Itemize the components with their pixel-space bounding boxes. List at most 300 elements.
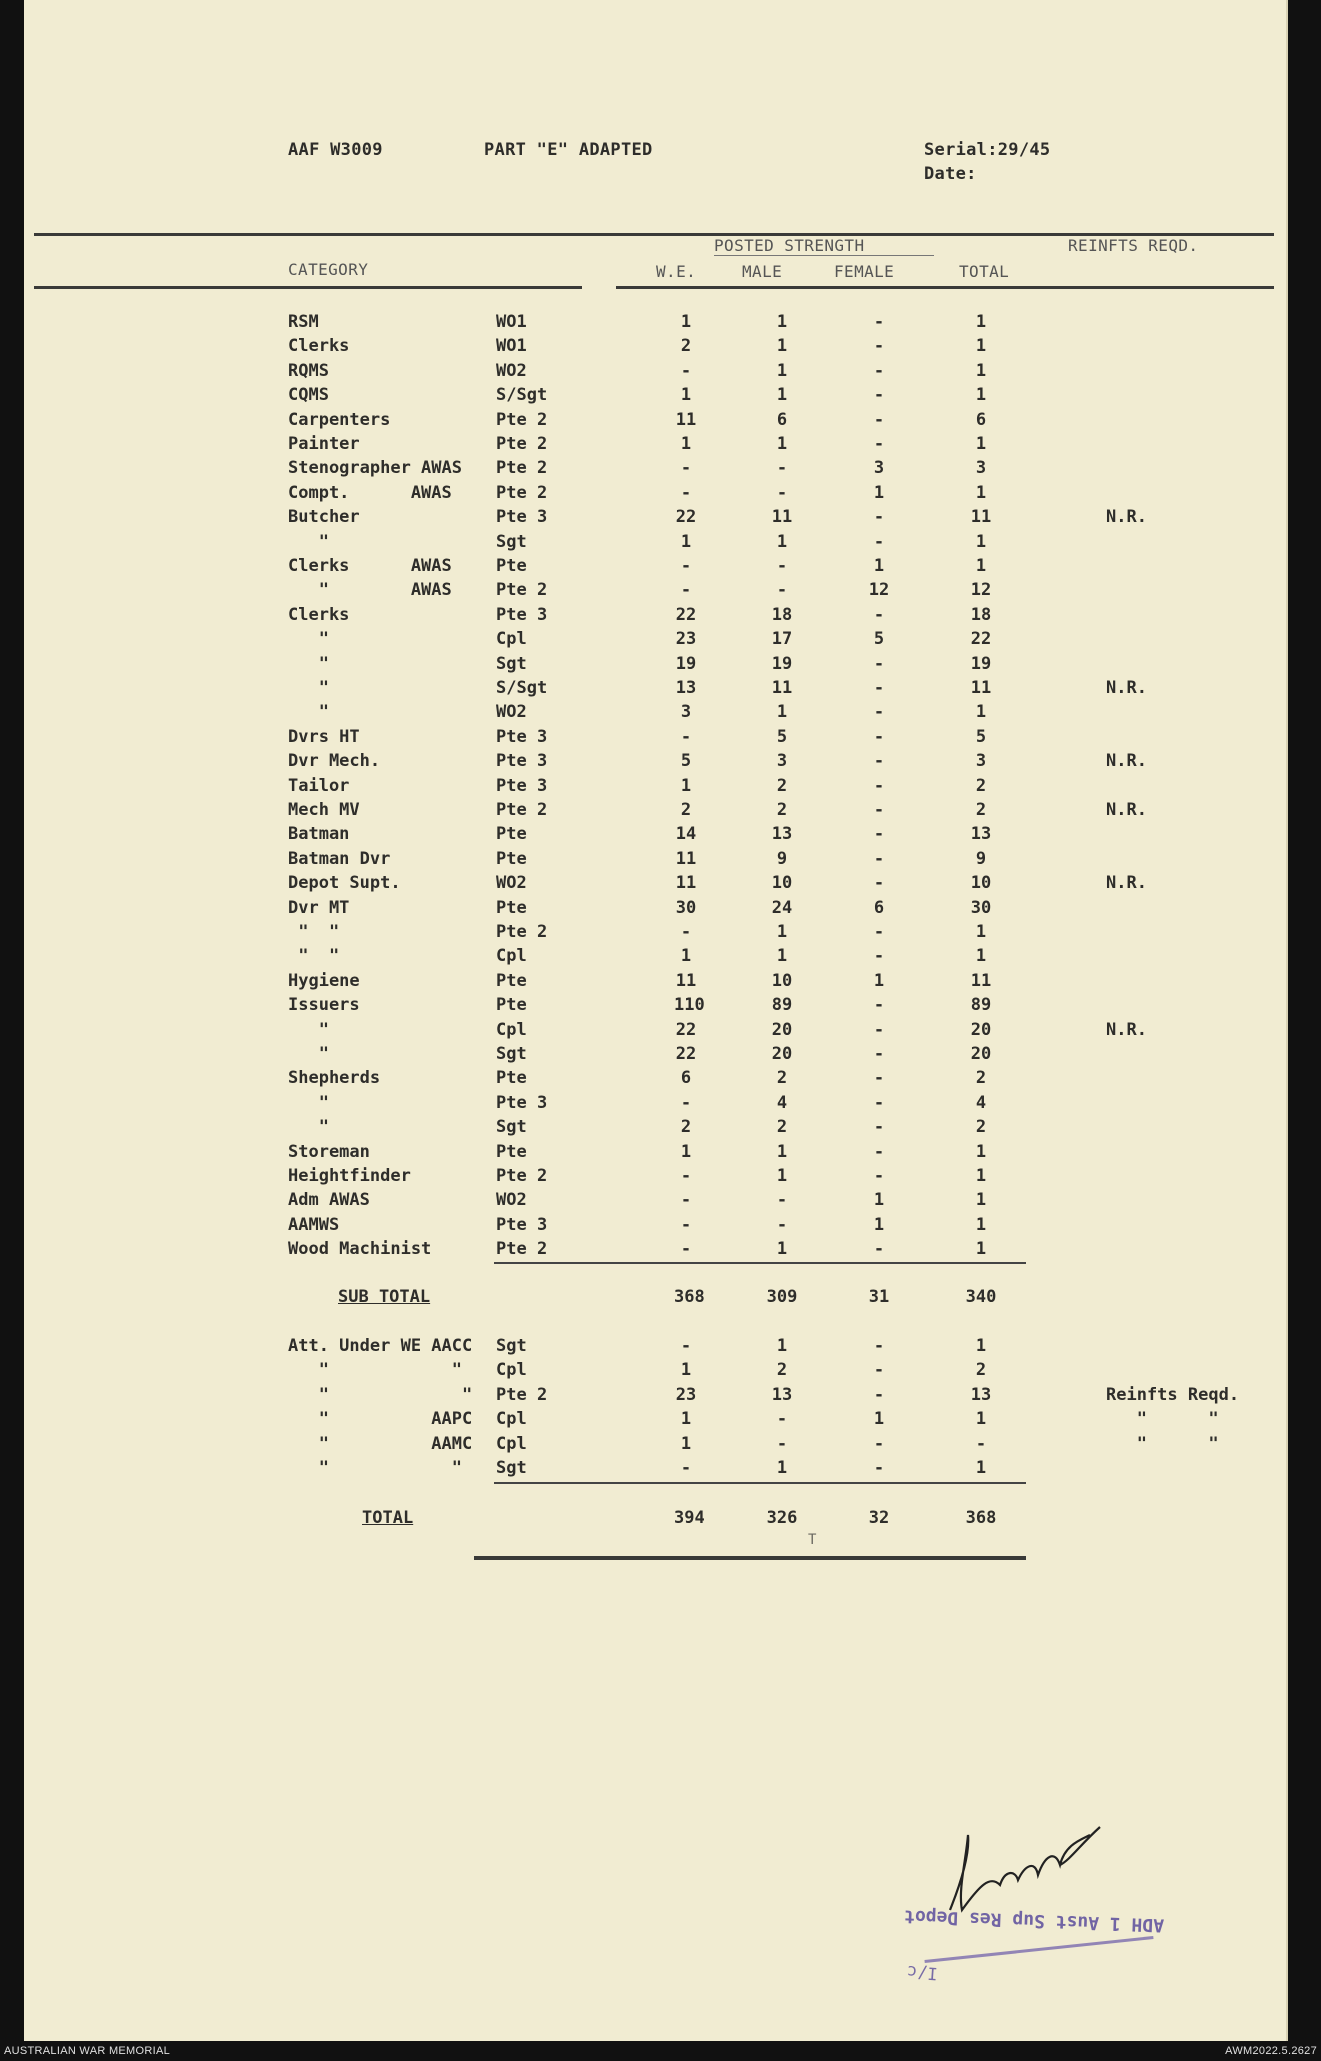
rank-cell: WO1: [496, 312, 527, 332]
male-cell: 10: [771, 970, 793, 991]
we-cell: -: [680, 1239, 692, 1260]
total-cell: 11: [970, 970, 992, 991]
total-cell: 1: [975, 1336, 987, 1356]
rank-cell: Pte 2: [496, 1166, 548, 1186]
female-cell: -: [873, 922, 885, 942]
we-cell: 394: [674, 1508, 705, 1528]
category-cell: Compt. AWAS: [288, 482, 452, 503]
total-cell: 13: [970, 824, 992, 845]
total-cell: 1: [975, 1166, 987, 1186]
total-cell: 1: [975, 482, 987, 503]
rank-cell: Sgt: [496, 531, 527, 552]
we-cell: 110: [674, 995, 705, 1016]
total-cell: 2: [975, 800, 987, 820]
rank-cell: Sgt: [496, 653, 527, 674]
we-cell: -: [680, 1092, 692, 1113]
female-cell: 6: [873, 897, 885, 918]
stamp-line: [924, 1936, 1153, 1963]
male-cell: 1: [776, 922, 788, 942]
we-cell: 368: [674, 1287, 705, 1307]
table-row: [24, 995, 1286, 1019]
reinfts-cell: N.R.: [1106, 507, 1147, 528]
we-cell: -: [680, 556, 692, 576]
table-row: [24, 824, 1286, 848]
category-cell: ": [288, 629, 329, 650]
female-cell: -: [873, 336, 885, 357]
table-row: [24, 776, 1286, 800]
table-row: [24, 800, 1286, 824]
female-cell: -: [873, 409, 885, 430]
date-label: Date:: [924, 164, 977, 184]
rank-cell: Pte 2: [496, 922, 548, 942]
total-cell: 3: [975, 751, 987, 772]
table-row: [24, 1068, 1286, 1092]
category-cell: " AAMC: [288, 1433, 473, 1454]
female-cell: -: [873, 1360, 885, 1381]
table-row: [24, 898, 1286, 922]
female-cell: -: [873, 507, 885, 528]
male-cell: 1: [776, 1166, 788, 1186]
category-cell: Adm AWAS: [288, 1190, 370, 1211]
reinfts-cell: Reinfts Reqd.: [1106, 1384, 1240, 1405]
total-cell: 1: [975, 556, 987, 576]
table-row: [24, 1215, 1286, 1239]
total-label: TOTAL: [362, 1508, 414, 1528]
table-row: [24, 1020, 1286, 1044]
total-cell: 340: [965, 1287, 997, 1307]
female-cell: -: [873, 1044, 885, 1064]
rank-cell: Pte 3: [496, 604, 548, 625]
female-cell: -: [873, 653, 885, 674]
table-row: [24, 1044, 1286, 1068]
subtotal-row: [24, 1287, 1286, 1311]
total-cell: 12: [970, 580, 992, 601]
attached-row: [24, 1360, 1286, 1384]
category-cell: " ": [288, 946, 340, 967]
reinfts-cell: N.R.: [1106, 800, 1147, 820]
category-cell: ": [288, 1044, 329, 1064]
we-cell: 1: [680, 1360, 692, 1381]
rank-cell: WO2: [496, 873, 527, 894]
rank-cell: Cpl: [496, 629, 527, 650]
table-row: [24, 385, 1286, 409]
total-cell: 13: [970, 1384, 992, 1405]
rank-cell: Sgt: [496, 1044, 527, 1064]
total-cell: 1: [975, 922, 987, 942]
male-cell: 1: [776, 1239, 788, 1260]
total-cell: 9: [975, 848, 987, 869]
category-cell: Shepherds: [288, 1068, 381, 1089]
category-cell: " AAPC: [288, 1409, 473, 1430]
we-cell: 1: [680, 1433, 692, 1454]
we-cell: -: [680, 1214, 692, 1235]
female-cell: -: [873, 360, 885, 381]
female-cell: 32: [868, 1508, 890, 1528]
category-cell: Batman Dvr: [288, 848, 391, 869]
total-cell: 5: [975, 726, 987, 747]
category-cell: Storeman: [288, 1141, 370, 1162]
rank-cell: Cpl: [496, 1433, 527, 1454]
male-cell: 20: [771, 1019, 793, 1040]
we-cell: 22: [675, 1044, 697, 1064]
category-cell: " ": [288, 1458, 462, 1478]
female-cell: -: [873, 678, 885, 698]
reinfts-heading: REINFTS REQD.: [1068, 236, 1199, 255]
we-cell: 5: [680, 751, 692, 772]
female-cell: -: [873, 434, 885, 454]
we-cell: -: [680, 726, 692, 747]
category-cell: Carpenters: [288, 409, 391, 430]
we-heading: W.E.: [656, 262, 697, 281]
category-cell: ": [288, 531, 329, 552]
header-bottom-rule-left: [34, 286, 582, 289]
table-row: [24, 971, 1286, 995]
table-row: [24, 507, 1286, 531]
male-cell: 1: [776, 1336, 788, 1356]
female-cell: -: [873, 848, 885, 869]
female-cell: -: [873, 1433, 885, 1454]
rank-cell: Pte 3: [496, 1092, 548, 1113]
category-cell: Tailor: [288, 775, 350, 796]
male-cell: 1: [776, 1458, 788, 1478]
category-cell: Painter: [288, 434, 360, 454]
reinfts-cell: N.R.: [1106, 1019, 1147, 1040]
category-cell: Hygiene: [288, 970, 360, 991]
total-cell: 30: [970, 897, 992, 918]
we-cell: 11: [675, 970, 697, 991]
unit-stamp: ADH 1 Aust Sup Res Depot: [903, 1905, 1165, 1936]
male-cell: 326: [766, 1508, 798, 1528]
male-cell: 2: [776, 1117, 788, 1138]
male-cell: 18: [771, 604, 793, 625]
male-cell: 309: [766, 1287, 798, 1307]
we-cell: -: [680, 580, 692, 601]
we-cell: 3: [680, 702, 692, 723]
rank-cell: Cpl: [496, 946, 527, 967]
rank-cell: Pte: [496, 824, 527, 845]
total-cell: 1: [975, 360, 987, 381]
male-cell: 6: [776, 409, 788, 430]
total-cell: 1: [975, 1141, 987, 1162]
female-cell: -: [873, 312, 885, 332]
table-row: [24, 849, 1286, 873]
we-cell: 11: [675, 409, 697, 430]
total-cell: 1: [975, 1239, 987, 1260]
category-cell: Dvr MT: [288, 897, 350, 918]
posted-strength-rule: [714, 255, 934, 256]
footer-right: AWM2022.5.2627: [1225, 2045, 1317, 2057]
female-cell: -: [873, 531, 885, 552]
male-cell: 1: [776, 360, 788, 381]
male-cell: -: [776, 458, 788, 479]
table-row: [24, 434, 1286, 458]
total-cell: 1: [975, 312, 987, 332]
category-cell: RSM: [288, 312, 319, 332]
female-cell: -: [873, 1166, 885, 1186]
rank-cell: Pte 3: [496, 1214, 548, 1235]
rank-cell: Pte: [496, 995, 527, 1016]
category-cell: " AWAS: [288, 580, 452, 601]
total-cell: 1: [975, 336, 987, 357]
category-cell: ": [288, 702, 329, 723]
male-cell: 2: [776, 800, 788, 820]
table-row: [24, 751, 1286, 775]
male-cell: 3: [776, 751, 788, 772]
table-row: [24, 1239, 1286, 1263]
total-cell: 11: [970, 507, 992, 528]
table-row: [24, 1117, 1286, 1141]
table-row: [24, 312, 1286, 336]
we-cell: 1: [680, 1409, 692, 1430]
total-cell: 6: [975, 409, 987, 430]
male-cell: -: [776, 580, 788, 601]
total-cell: 1: [975, 434, 987, 454]
male-cell: 11: [771, 678, 793, 698]
we-cell: -: [680, 360, 692, 381]
rank-cell: Pte: [496, 970, 527, 991]
we-cell: 13: [675, 678, 697, 698]
total-cell: 1: [975, 1214, 987, 1235]
female-cell: -: [873, 1117, 885, 1138]
category-cell: ": [288, 1019, 329, 1040]
total-cell: -: [975, 1433, 987, 1454]
document-page: [24, 0, 1288, 2041]
table-row: [24, 922, 1286, 946]
we-cell: 1: [680, 531, 692, 552]
reinfts-cell: " ": [1106, 1433, 1219, 1454]
female-cell: -: [873, 775, 885, 796]
total-cell: 22: [970, 629, 992, 650]
table-row: [24, 1190, 1286, 1214]
total-cell: 19: [970, 653, 992, 674]
we-cell: 23: [675, 629, 697, 650]
total-cell: 4: [975, 1092, 987, 1113]
female-cell: -: [873, 1336, 885, 1356]
total-cell: 10: [970, 873, 992, 894]
we-cell: 2: [680, 336, 692, 357]
we-cell: -: [680, 482, 692, 503]
rank-cell: Pte 2: [496, 1239, 548, 1260]
we-cell: -: [680, 1458, 692, 1478]
category-cell: Stenographer AWAS: [288, 458, 462, 479]
category-cell: Clerks: [288, 604, 350, 625]
category-cell: CQMS: [288, 385, 329, 406]
we-cell: 1: [680, 775, 692, 796]
female-cell: -: [873, 1092, 885, 1113]
female-cell: -: [873, 873, 885, 894]
category-cell: Dvrs HT: [288, 726, 360, 747]
stamp-initials: I/c: [906, 1960, 939, 1984]
female-cell: -: [873, 946, 885, 967]
rank-cell: WO2: [496, 702, 527, 723]
male-cell: 2: [776, 775, 788, 796]
female-cell: 31: [868, 1287, 890, 1307]
category-heading: CATEGORY: [288, 260, 369, 279]
form-number: AAF W3009: [288, 140, 383, 160]
male-cell: 1: [776, 702, 788, 723]
male-cell: -: [776, 1214, 788, 1235]
male-cell: 1: [776, 946, 788, 967]
total-cell: 2: [975, 775, 987, 796]
category-cell: Clerks: [288, 336, 350, 357]
rank-cell: S/Sgt: [496, 385, 548, 406]
category-cell: ": [288, 653, 329, 674]
rank-cell: Pte: [496, 848, 527, 869]
female-cell: -: [873, 751, 885, 772]
rank-cell: Pte 3: [496, 507, 548, 528]
we-cell: 23: [675, 1384, 697, 1405]
reinfts-cell: " ": [1106, 1409, 1219, 1430]
we-cell: -: [680, 922, 692, 942]
table-row: [24, 336, 1286, 360]
we-cell: 30: [675, 897, 697, 918]
male-cell: 1: [776, 385, 788, 406]
category-cell: ": [288, 1092, 329, 1113]
total-cell: 1: [975, 531, 987, 552]
male-cell: 20: [771, 1044, 793, 1064]
male-cell: 13: [771, 1384, 793, 1405]
male-cell: 24: [771, 897, 793, 918]
total-cell: 1: [975, 1458, 987, 1478]
header-bottom-rule-right: [616, 286, 1274, 289]
rank-cell: Cpl: [496, 1360, 527, 1381]
rank-cell: WO2: [496, 1190, 527, 1211]
rank-cell: Pte 3: [496, 726, 548, 747]
female-cell: -: [873, 702, 885, 723]
total-cell: 368: [965, 1508, 997, 1528]
rank-cell: Pte 2: [496, 482, 548, 503]
form-part: PART "E" ADAPTED: [484, 140, 653, 160]
table-row: [24, 678, 1286, 702]
male-cell: -: [776, 556, 788, 576]
female-cell: -: [873, 1458, 885, 1478]
category-cell: " ": [288, 1384, 473, 1405]
footer-left: AUSTRALIAN WAR MEMORIAL: [4, 2045, 171, 2057]
female-cell: 1: [873, 970, 885, 991]
we-cell: -: [680, 458, 692, 479]
total-cell: 1: [975, 1409, 987, 1430]
table-row: [24, 702, 1286, 726]
attached-row: [24, 1385, 1286, 1409]
we-cell: -: [680, 1336, 692, 1356]
male-cell: 9: [776, 848, 788, 869]
we-cell: 11: [675, 873, 697, 894]
attached-row: [24, 1409, 1286, 1433]
female-cell: -: [873, 726, 885, 747]
category-cell: RQMS: [288, 360, 329, 381]
female-cell: -: [873, 1384, 885, 1405]
serial-number: Serial:29/45: [924, 140, 1051, 160]
final-double-rule: [474, 1556, 1026, 1560]
total-rule: [494, 1482, 1026, 1484]
table-row: [24, 1166, 1286, 1190]
female-cell: -: [873, 604, 885, 625]
rank-cell: S/Sgt: [496, 678, 548, 698]
stray-mark: T: [808, 1532, 817, 1548]
category-cell: AAMWS: [288, 1214, 340, 1235]
category-cell: Mech MV: [288, 800, 360, 820]
male-cell: 1: [776, 531, 788, 552]
female-cell: 3: [873, 458, 885, 479]
we-cell: 22: [675, 507, 697, 528]
category-cell: Batman: [288, 824, 350, 845]
subtotal-label: SUB TOTAL: [338, 1287, 431, 1307]
category-cell: " ": [288, 922, 340, 942]
we-cell: 22: [675, 604, 697, 625]
we-cell: 2: [680, 1117, 692, 1138]
we-cell: 1: [680, 312, 692, 332]
female-cell: -: [873, 385, 885, 406]
attached-row: [24, 1458, 1286, 1482]
male-cell: 2: [776, 1068, 788, 1089]
male-heading: MALE: [742, 262, 783, 281]
female-cell: 1: [873, 482, 885, 503]
male-cell: 19: [771, 653, 793, 674]
total-cell: 1: [975, 385, 987, 406]
category-cell: Dvr Mech.: [288, 751, 381, 772]
we-cell: 2: [680, 800, 692, 820]
male-cell: 11: [771, 507, 793, 528]
table-row: [24, 605, 1286, 629]
table-row: [24, 946, 1286, 970]
male-cell: 5: [776, 726, 788, 747]
table-row: [24, 1093, 1286, 1117]
rank-cell: Pte: [496, 1141, 527, 1162]
category-cell: Issuers: [288, 995, 360, 1016]
male-cell: -: [776, 1190, 788, 1211]
male-cell: 17: [771, 629, 793, 650]
rank-cell: Cpl: [496, 1019, 527, 1040]
category-cell: Clerks AWAS: [288, 556, 452, 576]
male-cell: 89: [771, 995, 793, 1016]
total-cell: 1: [975, 1190, 987, 1211]
female-cell: -: [873, 1019, 885, 1040]
rank-cell: Pte 2: [496, 580, 548, 601]
total-cell: 89: [970, 995, 992, 1016]
female-cell: 1: [873, 1409, 885, 1430]
we-cell: 19: [675, 653, 697, 674]
total-cell: 11: [970, 678, 992, 698]
table-row: [24, 410, 1286, 434]
female-cell: 1: [873, 1214, 885, 1235]
we-cell: 14: [675, 824, 697, 845]
we-cell: 1: [680, 1141, 692, 1162]
table-row: [24, 458, 1286, 482]
rank-cell: Sgt: [496, 1458, 527, 1478]
male-cell: 1: [776, 1141, 788, 1162]
male-cell: -: [776, 1433, 788, 1454]
female-heading: FEMALE: [834, 262, 895, 281]
total-cell: 2: [975, 1360, 987, 1381]
table-row: [24, 556, 1286, 580]
male-cell: -: [776, 1409, 788, 1430]
female-cell: 5: [873, 629, 885, 650]
male-cell: 2: [776, 1360, 788, 1381]
subtotal-rule: [494, 1262, 1026, 1264]
category-cell: ": [288, 1117, 329, 1138]
male-cell: 1: [776, 434, 788, 454]
rank-cell: WO2: [496, 360, 527, 381]
total-cell: 18: [970, 604, 992, 625]
female-cell: 1: [873, 556, 885, 576]
attached-row: [24, 1434, 1286, 1458]
category-cell: ": [288, 678, 329, 698]
rank-cell: Pte: [496, 556, 527, 576]
attached-row: [24, 1336, 1286, 1360]
total-heading: TOTAL: [959, 262, 1010, 281]
male-cell: 1: [776, 336, 788, 357]
rank-cell: WO1: [496, 336, 527, 357]
